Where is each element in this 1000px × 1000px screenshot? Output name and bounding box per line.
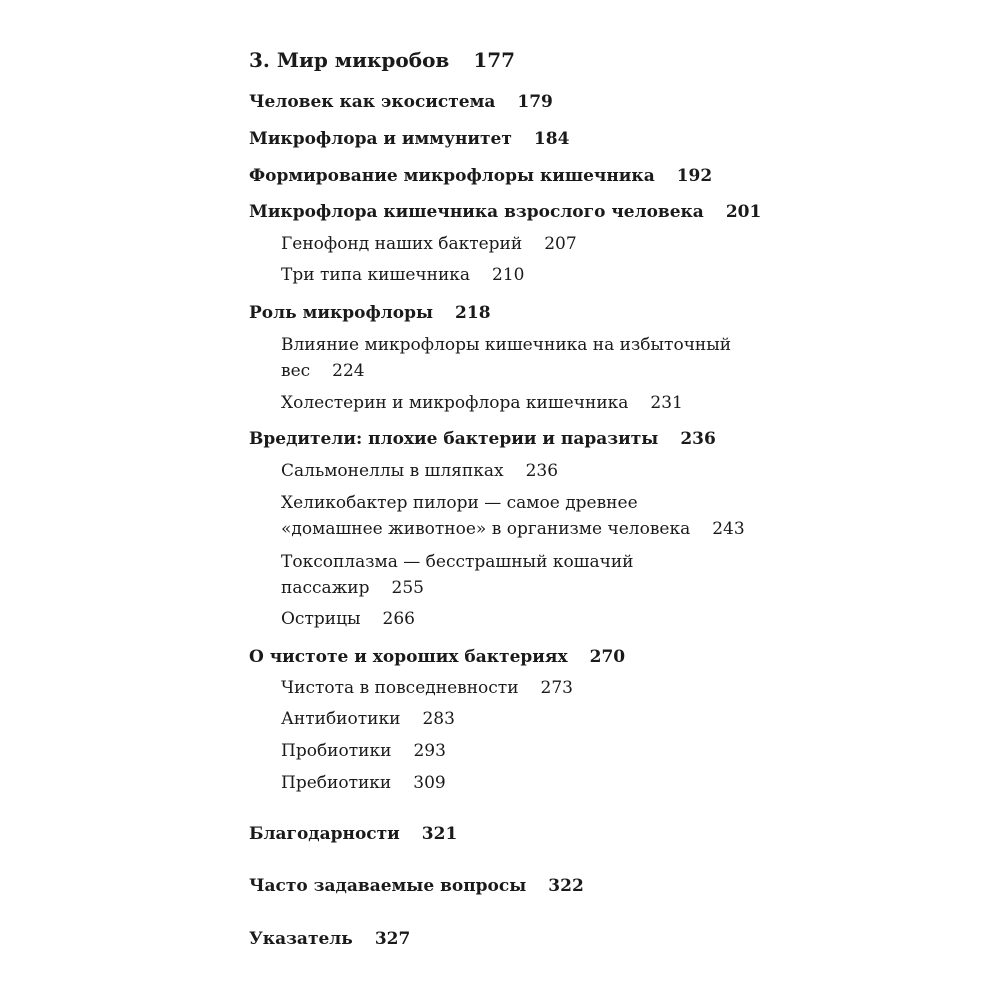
toc-entry-title: Пребиотики	[281, 773, 392, 793]
toc-entry-title: Роль микрофлоры	[249, 303, 434, 323]
toc-chapter-title	[249, 50, 515, 70]
toc-entry-title: О чистоте и хороших бактериях	[249, 647, 568, 667]
toc-page-number: 224	[332, 361, 365, 381]
toc-entry-section	[249, 649, 625, 666]
toc-entry-section	[249, 931, 410, 948]
toc-entry-section	[249, 168, 712, 185]
toc-entry-subsection	[281, 267, 525, 284]
toc-entry-section	[249, 94, 553, 111]
toc-entry-section	[249, 826, 457, 843]
toc-entry-title: Благодарности	[249, 824, 400, 844]
toc-entry-title-line1: Влияние микрофлоры кишечника на избыточный	[281, 335, 732, 355]
toc-entry-title: Три типа кишечника	[281, 265, 471, 285]
toc-entry-subsection	[281, 775, 446, 792]
toc-page-number: 273	[540, 678, 573, 698]
toc-entry-title: Пробиотики	[281, 741, 392, 761]
toc-entry-title: Генофонд наших бактерий	[281, 234, 523, 254]
toc-page-number: 266	[382, 609, 415, 629]
toc-entry-subsection	[281, 680, 573, 697]
toc-entry-subsection	[281, 236, 577, 253]
toc-entry-title-line2: «домашнее животное» в организме человека	[281, 519, 691, 539]
toc-entry-subsection-continued	[281, 363, 365, 380]
toc-entry-subsection	[281, 337, 731, 354]
toc-entry-subsection-continued	[281, 580, 424, 597]
toc-entry-title-line1: Токсоплазма — бесстрашный кошачий	[281, 552, 634, 572]
toc-entry-section	[249, 131, 569, 148]
toc-page-number: 218	[455, 303, 491, 323]
toc-entry-subsection	[281, 711, 455, 728]
toc-page-number: 201	[725, 202, 762, 222]
toc-entry-title: Часто задаваемые вопросы	[249, 876, 527, 896]
toc-entry-title: Микрофлора кишечника взрослого человека	[249, 202, 704, 222]
toc-page-number: 321	[421, 824, 458, 844]
toc-entry-subsection	[281, 611, 415, 628]
toc-page-number: 322	[548, 876, 584, 896]
toc-entry-section	[249, 204, 761, 221]
toc-entry-title: Холестерин и микрофлора кишечника	[281, 393, 629, 413]
toc-entry-title-line2: пассажир	[281, 578, 370, 598]
toc-page-number: 293	[413, 741, 446, 761]
toc-page-number: 255	[391, 578, 424, 598]
toc-page-number: 309	[413, 773, 446, 793]
toc-entry-title: Микрофлора и иммунитет	[249, 129, 512, 149]
toc-entry-subsection	[281, 743, 446, 760]
toc-page-number: 179	[517, 92, 553, 112]
toc-entry-section	[249, 431, 716, 448]
toc-entry-subsection	[281, 463, 558, 480]
toc-entry-title: Человек как экосистема	[249, 92, 496, 112]
toc-entry-title: Формирование микрофлоры кишечника	[249, 166, 655, 186]
toc-entry-title: Острицы	[281, 609, 361, 629]
toc-entry-title: Указатель	[249, 929, 353, 949]
toc-page-number: 243	[712, 519, 745, 539]
toc-page-number: 270	[589, 647, 626, 667]
toc-entry-title: 3. Мир микробов	[249, 48, 450, 72]
toc-page-number: 192	[676, 166, 713, 186]
toc-entry-subsection	[281, 554, 634, 571]
toc-page-number: 184	[533, 129, 570, 149]
toc-entry-title: Вредители: плохие бактерии и паразиты	[249, 429, 659, 449]
toc-page-number: 327	[374, 929, 411, 949]
toc-page-number: 207	[544, 234, 577, 254]
toc-page-number: 210	[492, 265, 525, 285]
toc-page-number: 236	[680, 429, 716, 449]
toc-entry-subsection-continued	[281, 521, 745, 538]
toc-entry-title: Сальмонеллы в шляпках	[281, 461, 504, 481]
toc-page-number: 231	[650, 393, 683, 413]
toc-entry-section	[249, 878, 584, 895]
toc-page-number: 283	[422, 709, 455, 729]
toc-entry-title: Антибиотики	[281, 709, 401, 729]
toc-entry-subsection	[281, 395, 683, 412]
toc-entry-title-line2: вес	[281, 361, 311, 381]
toc-page-number: 177	[473, 48, 516, 72]
toc-page-number: 236	[525, 461, 559, 481]
toc-entry-section	[249, 305, 491, 322]
toc-entry-subsection	[281, 495, 638, 512]
toc-entry-title: Чистота в повседневности	[281, 678, 519, 698]
toc-entry-title-line1: Хеликобактер пилори — самое древнее	[281, 493, 638, 513]
